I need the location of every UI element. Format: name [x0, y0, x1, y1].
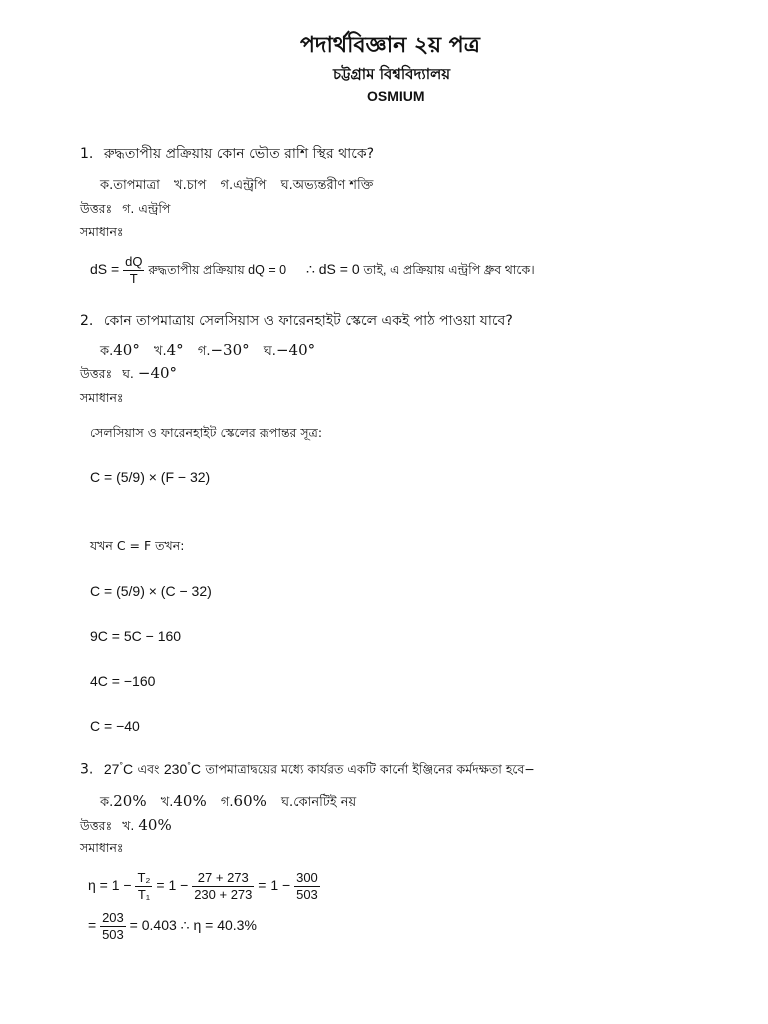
fraction	[123, 254, 144, 287]
answer-line	[80, 364, 177, 386]
question-3-options	[100, 792, 356, 814]
answer-prefix: খ.	[122, 818, 135, 833]
q3-solution-line-2: = $\frac{203}{503}$ = 0.403 ∴ η = 40.3%	[88, 910, 257, 942]
fraction: $\frac{\text{T₂}}{\text{T₁}}$	[137, 870, 151, 902]
question-3	[80, 760, 535, 782]
answer-line	[80, 201, 170, 221]
answer-prefix: ঘ.	[122, 366, 134, 381]
solution-line: 9C = 5C − 160	[90, 628, 182, 644]
solution-line: 4C = −160	[90, 673, 156, 689]
solution-label: সমাধানঃ	[80, 390, 124, 405]
option-b: খ.4°	[153, 341, 184, 359]
solution-line: যখন C = F তখন:	[90, 538, 185, 553]
q3-solution-line-1: η = 1 − $\frac{\text{T₂}}{\text{T₁}}$ = 1 − $\frac{27 + 273}{230 + 273}$ = 1 − $\frac{300}{503}$	[88, 870, 318, 902]
question-text: তাপমাত্রাদ্বয়ের মধ্যে কার্যরত একটি কার্নো ইঞ্জিনের কর্মদক্ষতা হবে−	[205, 761, 535, 777]
answer-value: গ. এন্ট্রপি	[122, 201, 171, 216]
question-2-options	[100, 341, 315, 363]
solution-text: রুদ্ধতাপীয় প্রক্রিয়ায় dQ = 0	[148, 263, 287, 278]
solution-text: তাই, এ প্রক্রিয়ায় এন্ট্রপি ধ্রুব থাকে।	[363, 263, 535, 278]
page-title: পদার্থবিজ্ঞান ২য় পত্র	[300, 33, 480, 58]
option-d: ঘ.অভ্যন্তরীণ শক্তি	[280, 178, 374, 193]
result: = 0.403 ∴ η = 40.3%	[129, 917, 257, 934]
equation-lhs: dS =	[90, 261, 120, 278]
answer-label: উত্তরঃ	[80, 366, 113, 381]
org-name: OSMIUM	[367, 88, 425, 104]
fraction: $\frac{300}{503}$	[296, 870, 318, 902]
fraction: $\frac{203}{503}$	[102, 910, 124, 942]
question-1	[80, 142, 374, 166]
question-2	[80, 309, 513, 333]
option-c: গ.−30°	[197, 341, 250, 359]
option-c: গ.60%	[220, 792, 267, 810]
question-text: কোন তাপমাত্রায় সেলসিয়াস ও ফারেনহাইট স্কেলে একই পাঠ পাওয়া যাবে?	[103, 313, 513, 329]
solution-label: সমাধানঃ	[80, 840, 124, 855]
option-a: ক.20%	[100, 792, 147, 810]
fraction: $\frac{27 + 273}{230 + 273}$	[194, 870, 253, 902]
solution-text: ∴ dS = 0	[305, 261, 360, 278]
question-number: 3.	[80, 761, 94, 778]
solution-line: C = (5/9) × (F − 32)	[90, 469, 211, 485]
option-d: ঘ.−40°	[263, 341, 316, 359]
question-text: রুদ্ধতাপীয় প্রক্রিয়ায় কোন ভৌত রাশি স্থির থাকে?	[103, 146, 375, 162]
page-subtitle: চট্টগ্রাম বিশ্ববিদ্যালয়	[333, 65, 451, 83]
question-number: 1.	[80, 146, 94, 162]
option-b: খ.40%	[160, 792, 207, 810]
option-a: ক.40°	[100, 341, 140, 359]
question-1-options	[100, 176, 373, 197]
denominator: T	[129, 271, 138, 286]
and-word: এবং	[137, 761, 160, 777]
option-d: ঘ.কোনটিই নয়	[281, 795, 357, 810]
q1-solution	[90, 254, 535, 287]
temp-2: 230°C	[163, 760, 201, 777]
answer-label: উত্তরঃ	[80, 201, 113, 216]
answer-value: 40%	[138, 816, 172, 834]
solution-label: সমাধানঃ	[80, 224, 124, 239]
solution-line: সেলসিয়াস ও ফারেনহাইট স্কেলের রূপান্তর সূত্র:	[90, 425, 323, 440]
numerator: dQ	[125, 254, 143, 269]
option-a: ক.তাপমাত্রা	[100, 178, 160, 193]
solution-line: C = (5/9) × (C − 32)	[90, 583, 212, 599]
answer-label: উত্তরঃ	[80, 818, 113, 833]
option-c: গ.এন্ট্রপি	[220, 178, 267, 193]
option-b: খ.চাপ	[174, 178, 207, 193]
equation-lhs: η = 1 −	[88, 877, 132, 894]
answer-value: −40°	[137, 364, 178, 382]
temp-1: 27°C	[103, 760, 134, 777]
question-number: 2.	[80, 313, 94, 329]
answer-line	[80, 816, 172, 838]
solution-line: C = −40	[90, 718, 140, 734]
